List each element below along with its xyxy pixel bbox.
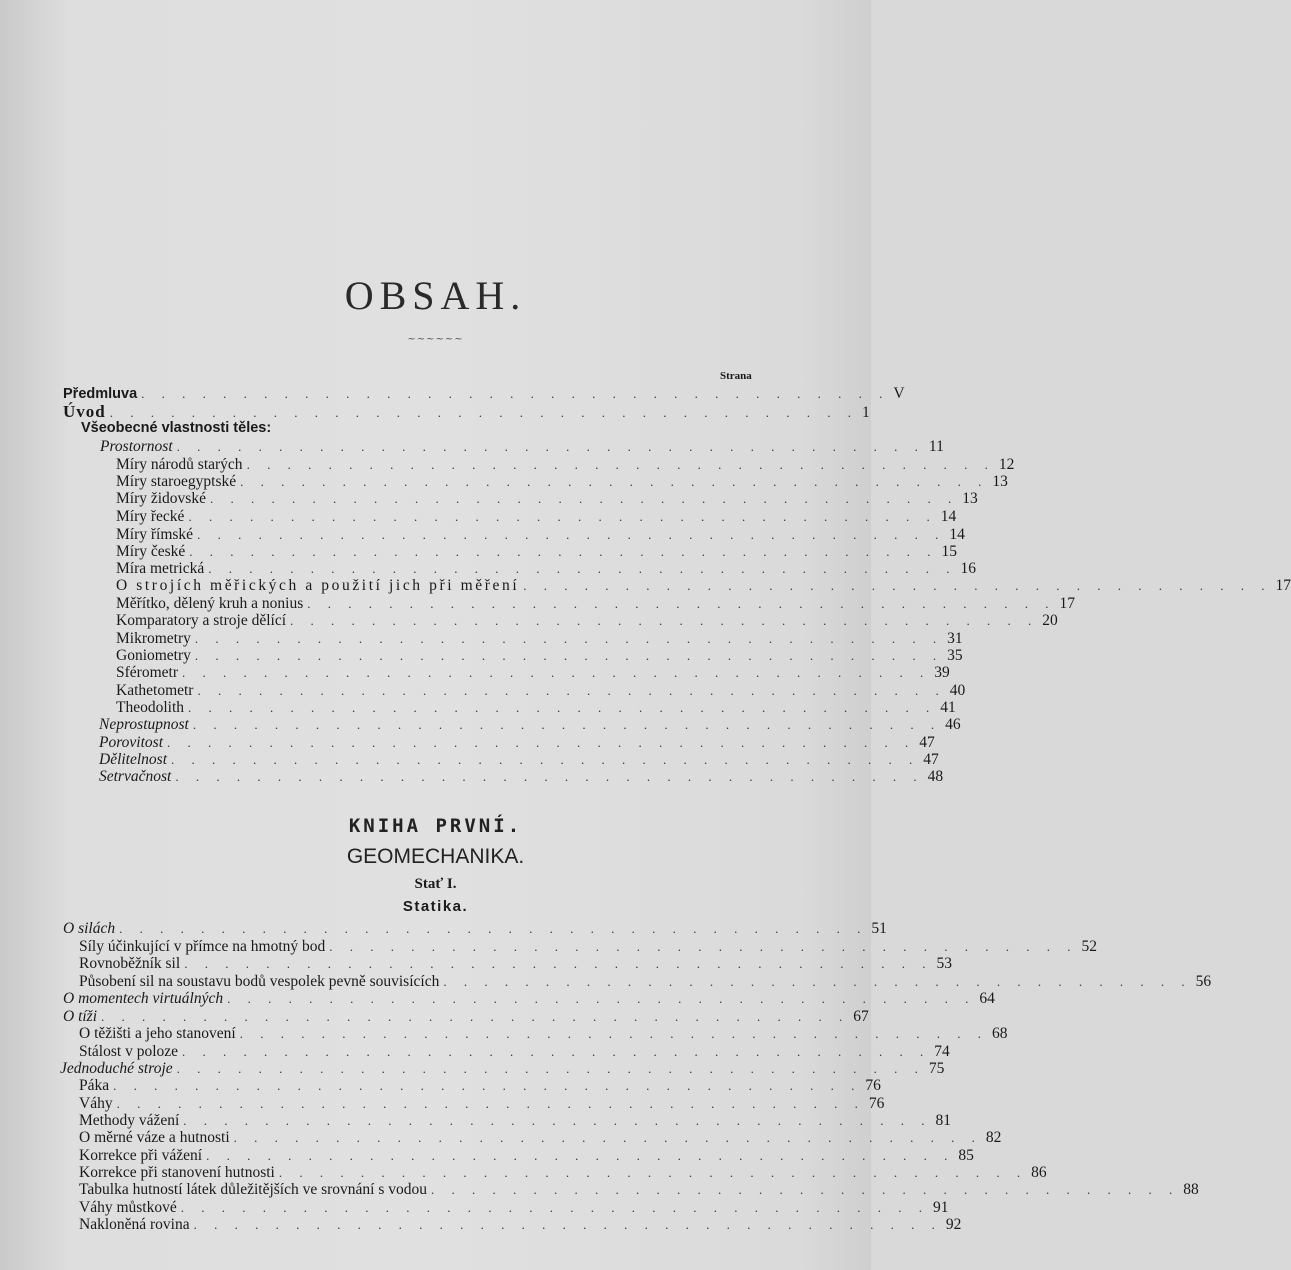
toc-entry-label: Váhy [79,1095,113,1112]
leader-dots: . . . . . . . . . . . . . . . . . . . . . . . . . . . . . . . . . . . . . [193,1217,942,1232]
toc-entry [116,490,978,507]
toc-entry [100,438,944,455]
toc-entry-page: 16 [960,560,976,577]
toc-entry-label: O strojích měřických a použití jich při měření [116,577,520,594]
toc-entry [79,1164,1047,1181]
leader-dots: . . . . . . . . . . . . . . . . . . . . . . . . . . . . . . . . . . . . . [233,1130,982,1145]
toc-entry-page: 17 [1275,577,1291,594]
toc-entry-page: 75 [928,1060,945,1077]
toc-entry-label: Jednoduché stroje [60,1060,173,1077]
toc-entry [79,1112,952,1129]
toc-entry-label: Goniometry [116,647,191,664]
toc-entry [116,456,1015,473]
toc-entry [99,734,935,751]
toc-entry-page: 13 [992,473,1008,490]
toc-entry [79,938,1097,955]
toc-entry-page: 67 [853,1008,869,1025]
leader-dots: . . . . . . . . . . . . . . . . . . . . . . . . . . . . . . . . . . . . . [246,457,995,472]
toc-entry-page: 74 [934,1043,950,1060]
toc-entry [63,990,995,1007]
toc-entry-label: Komparatory a stroje dělící [116,612,287,629]
toc-entry-label: Kathetometr [116,682,194,699]
toc-entry [116,630,963,647]
toc-entry-label: Mikrometry [116,630,191,647]
leader-dots: . . . . . . . . . . . . . . . . . . . . . . . . . . . . . . . . . . . . . [239,1026,988,1041]
toc-entry-label: Sférometr [116,664,178,681]
toc-entry-page: 64 [979,990,995,1007]
leader-dots: . . . . . . . . . . . . . . . . . . . . . . . . . . . . . . . . . . . . . [329,939,1078,954]
toc-entry [63,385,905,402]
toc-entry-label: Tabulka hutností látek důležitějších ve srovnání s vodou [79,1181,428,1198]
toc-entry-label: Theodolith [116,699,185,716]
toc-entry-label: Měřítko, dělený kruh a nonius [116,595,304,612]
toc-entry-page: 85 [958,1147,974,1164]
leader-dots: . . . . . . . . . . . . . . . . . . . . . . . . . . . . . . . . . . . . . [290,613,1039,628]
toc-entry-label: Methody vážení [79,1112,180,1129]
toc-entry-page: 68 [991,1025,1008,1042]
toc-entry-page: 15 [941,543,958,560]
toc-entry-label: O momentech virtuálných [63,990,224,1007]
toc-entry-page: 81 [935,1112,952,1129]
toc-entry-page: 20 [1042,612,1058,629]
toc-entry-label: Dělitelnost [99,751,168,768]
toc-entry-page: 47 [919,734,935,751]
toc-entry-label: Míry židovské [116,490,206,507]
leader-dots: . . . . . . . . . . . . . . . . . . . . . . . . . . . . . . . . . . . . . [113,1078,862,1093]
toc-entry-label: Míry české [116,543,186,560]
toc-entry [116,699,956,716]
chapter-number: Stať I. [414,876,457,892]
leader-dots: . . . . . . . . . . . . . . . . . . . . . . . . . . . . . . . . . . . . . [119,921,868,936]
toc-entry [63,920,887,937]
toc-entry-page: 92 [945,1216,962,1233]
toc-entry [116,664,950,681]
toc-entry-page: V [893,385,905,402]
toc-entry-label: Neprostupnost [99,716,189,733]
toc-entry-label: Úvod [63,402,106,421]
toc-entry-label: Nakloněná rovina [79,1216,190,1233]
toc-entry [79,1043,950,1060]
toc-entry-label: Všeobecné vlastnosti těles: [81,420,272,436]
toc-entry-label: Setrvačnost [99,768,172,785]
toc-entry-label: Váhy můstkové [79,1199,177,1216]
toc-entry [79,1077,881,1094]
title-ornament: ~~~~~~ [407,334,464,345]
leader-dots: . . . . . . . . . . . . . . . . . . . . . . . . . . . . . . . . . . . . . [109,405,858,420]
toc-entry [116,526,965,543]
toc-entry-page: 11 [928,438,944,455]
leader-dots: . . . . . . . . . . . . . . . . . . . . . . . . . . . . . . . . . . . . . [194,648,944,663]
leader-dots: . . . . . . . . . . . . . . . . . . . . . . . . . . . . . . . . . . . . . [167,735,916,750]
toc-entry-page: 35 [947,647,963,664]
toc-entry-label: O tíži [63,1008,98,1025]
toc-entry [79,1129,1002,1146]
toc-entry-label: Stálost v poloze [79,1043,179,1060]
toc-entry [63,402,870,421]
toc-entry-label: Míry staroegyptské [116,473,237,490]
toc-entry-label: Míry národů starých [116,456,243,473]
toc-entry-label: Rovnoběžník sil [79,955,181,972]
page-title: OBSAH. [344,273,527,318]
toc-entry [79,973,1212,990]
toc-section-heading [81,420,763,437]
toc-entry-label: Míry řecké [116,508,185,525]
leader-dots: . . . . . . . . . . . . . . . . . . . . . . . . . . . . . . . . . . . . . [176,439,925,454]
toc-entry-page: 1 [861,404,870,421]
leader-dots: . . . . . . . . . . . . . . . . . . . . . . . . . . . . . . . . . . . . . [431,1182,1180,1197]
leader-dots: . . . . . . . . . . . . . . . . . . . . . . . . . . . . . . . . . . . . . [278,1165,1028,1180]
book-heading: KNIHA PRVNÍ. [348,815,523,837]
leader-dots: . . . . . . . . . . . . . . . . . . . . . . . . . . . . . . . . . . . . . [197,527,946,542]
toc-entry-page: 39 [934,664,950,681]
toc-entry-page: 17 [1059,595,1076,612]
toc-entry-page: 53 [936,955,952,972]
toc-entry [99,751,939,768]
toc-entry [79,1025,1008,1042]
toc-entry-label: O měrné váze a hutnosti [79,1129,230,1146]
leader-dots: . . . . . . . . . . . . . . . . . . . . . . . . . . . . . . . . . . . . . [192,717,942,732]
toc-entry [60,1060,945,1077]
toc-entry-page: 13 [962,490,978,507]
toc-entry-label: Předmluva [63,386,138,402]
toc-entry-label: Síly účinkující v přímce na hmotný bod [79,938,326,955]
leader-dots: . . . . . . . . . . . . . . . . . . . . . . . . . . . . . . . . . . . . . [189,544,938,559]
toc-entry [116,612,1058,629]
leader-dots: . . . . . . . . . . . . . . . . . . . . . . . . . . . . . . . . . . . . . [175,769,924,784]
toc-entry-page: 91 [932,1199,949,1216]
toc-entry-page: 31 [947,630,963,647]
toc-entry [99,768,944,785]
leader-dots: . . . . . . . . . . . . . . . . . . . . . . . . . . . . . . . . . . . . . [182,1044,931,1059]
toc-entry [79,1181,1199,1198]
toc-entry [79,1147,974,1164]
toc-entry-page: 88 [1183,1181,1199,1198]
leader-dots: . . . . . . . . . . . . . . . . . . . . . . . . . . . . . . . . . . . . . [206,1148,955,1163]
leader-dots: . . . . . . . . . . . . . . . . . . . . . . . . . . . . . . . . . . . . . [197,683,946,698]
toc-entry-page: 76 [868,1095,885,1112]
leader-dots: . . . . . . . . . . . . . . . . . . . . . . . . . . . . . . . . . . . . . [443,974,1192,989]
toc-entry-page: 46 [945,716,961,733]
toc-entry-page: 14 [949,526,965,543]
toc-entry-label: Prostornost [100,438,173,455]
toc-entry [116,577,1291,594]
toc-entry-label: Korrekce při stanovení hutnosti [79,1164,275,1181]
toc-entry-page: 76 [865,1077,881,1094]
leader-dots: . . . . . . . . . . . . . . . . . . . . . . . . . . . . . . . . . . . . . [171,752,920,767]
toc-entry-page: 52 [1081,938,1097,955]
toc-entry-page: 40 [949,682,966,699]
toc-entry-page: 56 [1195,973,1212,990]
toc-entry-page: 14 [940,508,957,525]
toc-entry [79,1199,949,1216]
toc-entry-label: O silách [63,920,116,937]
leader-dots: . . . . . . . . . . . . . . . . . . . . . . . . . . . . . . . . . . . . . [188,700,937,715]
book-subtitle: GEOMECHANIKA. [346,845,525,868]
toc-entry [79,955,952,972]
toc-entry-label: Míry římské [116,526,194,543]
leader-dots: . . . . . . . . . . . . . . . . . . . . . . . . . . . . . . . . . . . . . [188,509,937,524]
toc-entry-page: 47 [923,751,939,768]
toc-entry [116,595,1076,612]
toc-entry [79,1216,962,1233]
toc-entry [116,682,966,699]
leader-dots: . . . . . . . . . . . . . . . . . . . . . . . . . . . . . . . . . . . . . [116,1096,865,1111]
toc-entry [79,1095,885,1112]
toc-entry-label: Korrekce při vážení [79,1147,203,1164]
toc-entry-label: Míra metrická [116,560,205,577]
toc-entry [116,473,1008,490]
toc-entry-page: 82 [985,1129,1002,1146]
leader-dots: . . . . . . . . . . . . . . . . . . . . . . . . . . . . . . . . . . . . . [141,386,890,401]
toc-entry-label: Porovitost [99,734,164,751]
leader-dots: . . . . . . . . . . . . . . . . . . . . . . . . . . . . . . . . . . . . . [240,474,989,489]
page-column-header: Strana [720,370,752,382]
chapter-title: Statika. [402,898,469,915]
toc-entry [63,1008,869,1025]
leader-dots: . . . . . . . . . . . . . . . . . . . . . . . . . . . . . . . . . . . . . [184,956,933,971]
leader-dots: . . . . . . . . . . . . . . . . . . . . . . . . . . . . . . . . . . . . . [208,561,957,576]
leader-dots: . . . . . . . . . . . . . . . . . . . . . . . . . . . . . . . . . . . . . [307,596,1056,611]
toc-entry-label: Působení sil na soustavu bodů vespolek pevně souvisících [79,973,440,990]
leader-dots: . . . . . . . . . . . . . . . . . . . . . . . . . . . . . . . . . . . . . [209,491,959,506]
leader-dots: . . . . . . . . . . . . . . . . . . . . . . . . . . . . . . . . . . . . . [523,578,1272,593]
toc-entry-page: 48 [927,768,944,785]
toc-entry-page: 12 [998,456,1015,473]
toc-entry [116,508,957,525]
toc-entry [116,647,963,664]
toc-entry-label: Páka [79,1077,110,1094]
leader-dots: . . . . . . . . . . . . . . . . . . . . . . . . . . . . . . . . . . . . . [227,991,976,1006]
leader-dots: . . . . . . . . . . . . . . . . . . . . . . . . . . . . . . . . . . . . . [101,1009,850,1024]
toc-entry [116,543,958,560]
toc-entry-page: 41 [940,699,956,716]
toc-entry [116,560,976,577]
toc-entry-page: 86 [1031,1164,1047,1181]
toc-entry-page: 51 [871,920,887,937]
toc-entry-label: O těžišti a jeho stanovení [79,1025,236,1042]
leader-dots: . . . . . . . . . . . . . . . . . . . . . . . . . . . . . . . . . . . . . [194,631,944,646]
leader-dots: . . . . . . . . . . . . . . . . . . . . . . . . . . . . . . . . . . . . . [176,1061,925,1076]
toc-entry [99,716,961,733]
leader-dots: . . . . . . . . . . . . . . . . . . . . . . . . . . . . . . . . . . . . . [180,1200,929,1215]
leader-dots: . . . . . . . . . . . . . . . . . . . . . . . . . . . . . . . . . . . . . [181,665,931,680]
leader-dots: . . . . . . . . . . . . . . . . . . . . . . . . . . . . . . . . . . . . . [183,1113,932,1128]
